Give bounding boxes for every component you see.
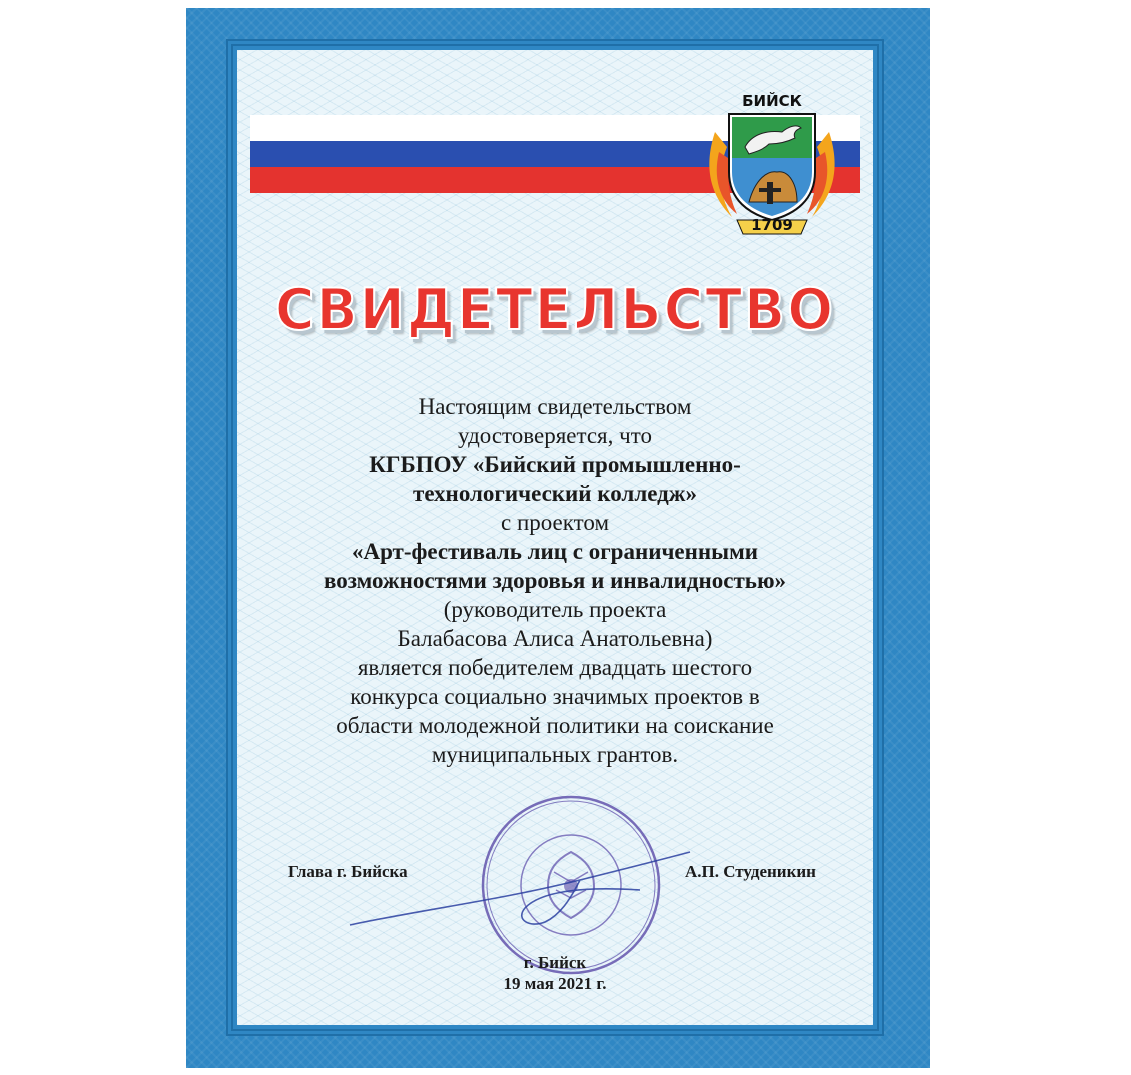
project-name: возможностями здоровья и инвалидностью» (323, 568, 787, 593)
project-leader: (руководитель проекта (443, 597, 667, 622)
city-coat-of-arms (697, 92, 847, 242)
issue-date: 19 мая 2021 г. (503, 974, 607, 993)
body-line: является победителем двадцать шестого (357, 655, 753, 680)
project-name: «Арт-фестиваль лиц с ограниченными (351, 539, 759, 564)
certificate-title: СВИДЕТЕЛЬСТВО (274, 276, 836, 343)
signatory-name: А.П. Студеникин (685, 862, 816, 881)
body-line: области молодежной политики на соискание (336, 713, 774, 738)
certificate-body (237, 392, 873, 769)
body-line: конкурса социально значимых проектов в (350, 684, 760, 709)
body-line: с проектом (501, 510, 609, 535)
organization-name: КГБПОУ «Бийский промышленно- (369, 452, 741, 477)
organization-name: технологический колледж» (413, 481, 697, 506)
project-leader: Балабасова Алиса Анатольевна) (397, 626, 713, 651)
signatory-position: Глава г. Бийска (288, 862, 408, 881)
body-line: муниципальных грантов. (431, 742, 679, 767)
emblem-city-label: БИЙСК (742, 92, 802, 110)
emblem-year-label: 1709 (751, 216, 793, 234)
handwritten-signature (340, 830, 700, 940)
body-line: удостоверяется, что (458, 423, 652, 448)
issue-place: г. Бийск (523, 953, 587, 972)
body-line: Настоящим свидетельством (418, 394, 692, 419)
